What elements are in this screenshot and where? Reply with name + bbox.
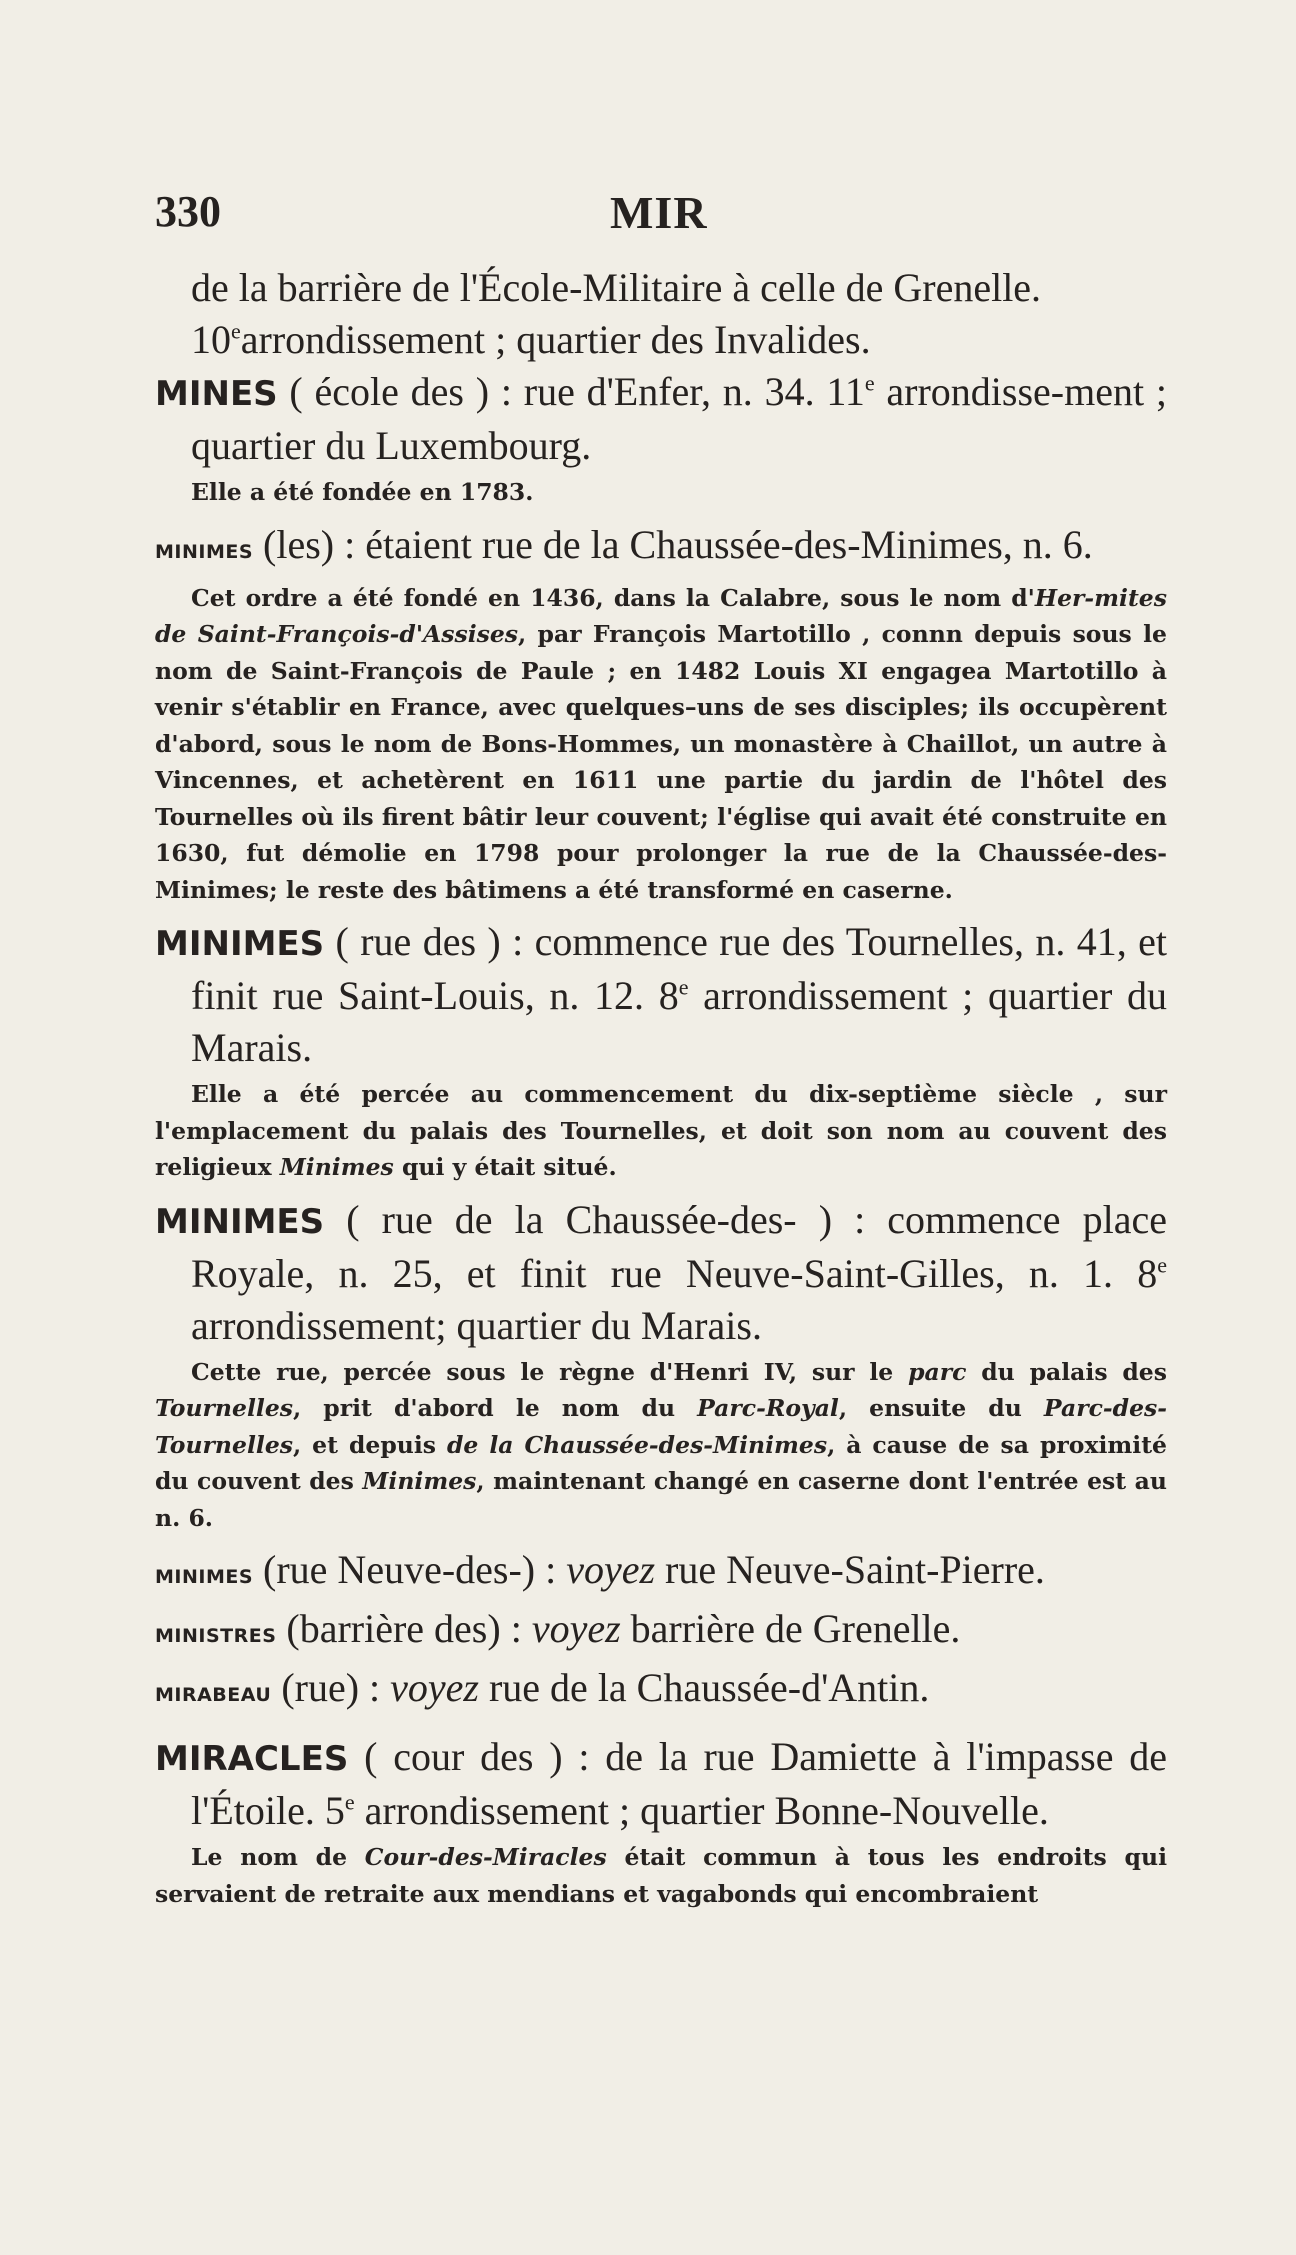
text: rue Neuve-Saint-Pierre. <box>655 1547 1045 1592</box>
text: rue de la Chaussée-d'Antin. <box>478 1665 930 1710</box>
text: , et depuis <box>293 1430 447 1459</box>
superscript: e <box>344 1789 355 1815</box>
headword: MIRACLES <box>155 1739 349 1779</box>
entry-minimes-rue-des <box>155 916 1167 1074</box>
text: (rue) : <box>271 1665 391 1710</box>
text: ( rue de la Chaussée-des- ) : commence place Royale, n. 25, et finit rue Neuve-Saint-Gilles, n. 1. 8 <box>191 1196 1167 1296</box>
entry-mirabeau <box>155 1662 1167 1721</box>
italic-text: Cour-des-Miracles <box>364 1843 607 1871</box>
text: (les) : étaient rue de la Chaussée-des-Minimes, n. 6. <box>253 521 1093 567</box>
italic-text: voyez <box>390 1665 479 1710</box>
page-number: 330 <box>155 187 221 236</box>
headword: MINISTRES <box>155 1625 277 1647</box>
text: arrondissement ; quartier Bonne-Nouvelle. <box>354 1788 1049 1833</box>
text: , ensuite du <box>838 1394 1044 1422</box>
text: arrondisse-ment ; quartier du Luxembourg. <box>191 369 1167 468</box>
text: du palais des <box>966 1357 1167 1386</box>
text: barrière de Grenelle. <box>620 1606 961 1651</box>
headword: MINIMES <box>155 540 254 563</box>
text: , par François Martotillo , connn depuis sous le nom de Saint-François de Paule ; en 1482 Louis XI engagea Martotillo à venir s'établir en France, avec quelques–uns de ses disciples; ils occupèrent d'abord, sous le nom de Bons-Hommes, un monastère à Chaillot, un autre à Vincennes, et achetèrent en 1611 une partie du jardin de l'hôtel des Tournelles où ils firent bâtir leur couvent; l'église qui avait été construite en 1630, fut démolie en 1798 pour prolonger la rue de la Chaussée-des-Minimes; le reste des bâtimens a été transformé en caserne. <box>155 620 1167 904</box>
italic-text: parc <box>908 1357 967 1386</box>
italic-text: Tournelles <box>155 1394 294 1422</box>
running-header <box>155 186 1165 246</box>
text: arrondissement ; quartier des Invalides. <box>240 317 871 362</box>
headword: MINES <box>155 374 278 414</box>
entry-note <box>155 1839 1167 1912</box>
headword: MINIMES <box>155 924 325 964</box>
entry-miracles <box>155 1731 1167 1837</box>
entry-note <box>155 1354 1167 1537</box>
italic-text: Minimes <box>362 1467 477 1495</box>
header-title: MIR <box>610 187 708 238</box>
entry-continuation <box>155 262 1167 366</box>
headword: MINIMES <box>155 1566 254 1588</box>
text: , à cause de sa proximité du couvent des <box>155 1430 1167 1495</box>
italic-text: Parc-Royal <box>697 1394 839 1422</box>
superscript: e <box>864 370 875 396</box>
italic-text: voyez <box>531 1606 621 1651</box>
italic-text: Minimes <box>279 1153 394 1181</box>
text: Le nom de <box>191 1843 365 1871</box>
text: Cet ordre a été fondé en 1436, dans la Calabre, sous le nom d' <box>191 583 1035 612</box>
superscript: e <box>1157 1252 1167 1278</box>
text: , prit d'abord le nom du <box>293 1394 698 1422</box>
text: arrondissement; quartier du Marais. <box>191 1302 762 1348</box>
headword: MINIMES <box>155 1201 325 1242</box>
superscript: e <box>231 318 241 344</box>
text: Cette rue, percée sous le règne d'Henri IV, sur le <box>191 1357 909 1386</box>
text: (rue Neuve-des-) : <box>253 1547 567 1592</box>
entry-note: Elle a été fondée en 1783. <box>191 478 534 506</box>
text: ( cour des ) : de la rue Damiette à l'impasse de l'Étoile. 5 <box>191 1734 1167 1833</box>
italic-text: de la Chaussée-des-Minimes <box>446 1430 828 1459</box>
entry-mines <box>155 366 1167 472</box>
text: ( école des ) : rue d'Enfer, n. 34. 11 <box>277 369 865 414</box>
italic-text: Her-mites de Saint-François-d'Assises <box>155 583 1167 648</box>
text: de la barrière de l'École-Militaire à celle de Grenelle. <box>191 265 1042 310</box>
page-content <box>155 262 1167 1920</box>
text: (barrière des) : <box>276 1606 532 1651</box>
text: était commun à tous les endroits qui servaient de retraite aux mendians et vagabonds qui encombraient <box>155 1843 1167 1908</box>
entry-ministres <box>155 1603 1167 1662</box>
text: ( rue des ) : commence rue des Tournelles, n. 41, et finit rue Saint-Louis, n. 12. 8 <box>191 919 1167 1018</box>
italic-text: voyez <box>566 1547 656 1592</box>
entry-note <box>155 1076 1167 1186</box>
text: , maintenant changé en caserne dont l'entrée est au n. 6. <box>155 1467 1167 1532</box>
superscript: e <box>678 974 689 1000</box>
text: 10 <box>191 317 231 362</box>
italic-text: Parc-des-Tournelles <box>155 1394 1167 1459</box>
entry-minimes-chaussee <box>155 1194 1167 1352</box>
text: qui y était situé. <box>393 1153 617 1181</box>
headword: MIRABEAU <box>155 1684 272 1706</box>
entry-minimes-neuve <box>155 1544 1167 1603</box>
entry-minimes-les <box>155 519 1167 578</box>
text: arrondissement ; quartier du Marais. <box>191 973 1167 1070</box>
text: Elle a été percée au commencement du dix-septième siècle , sur l'emplacement du palais des Tournelles, et doit son nom au couvent des religieux <box>155 1080 1167 1181</box>
entry-note <box>155 580 1167 909</box>
